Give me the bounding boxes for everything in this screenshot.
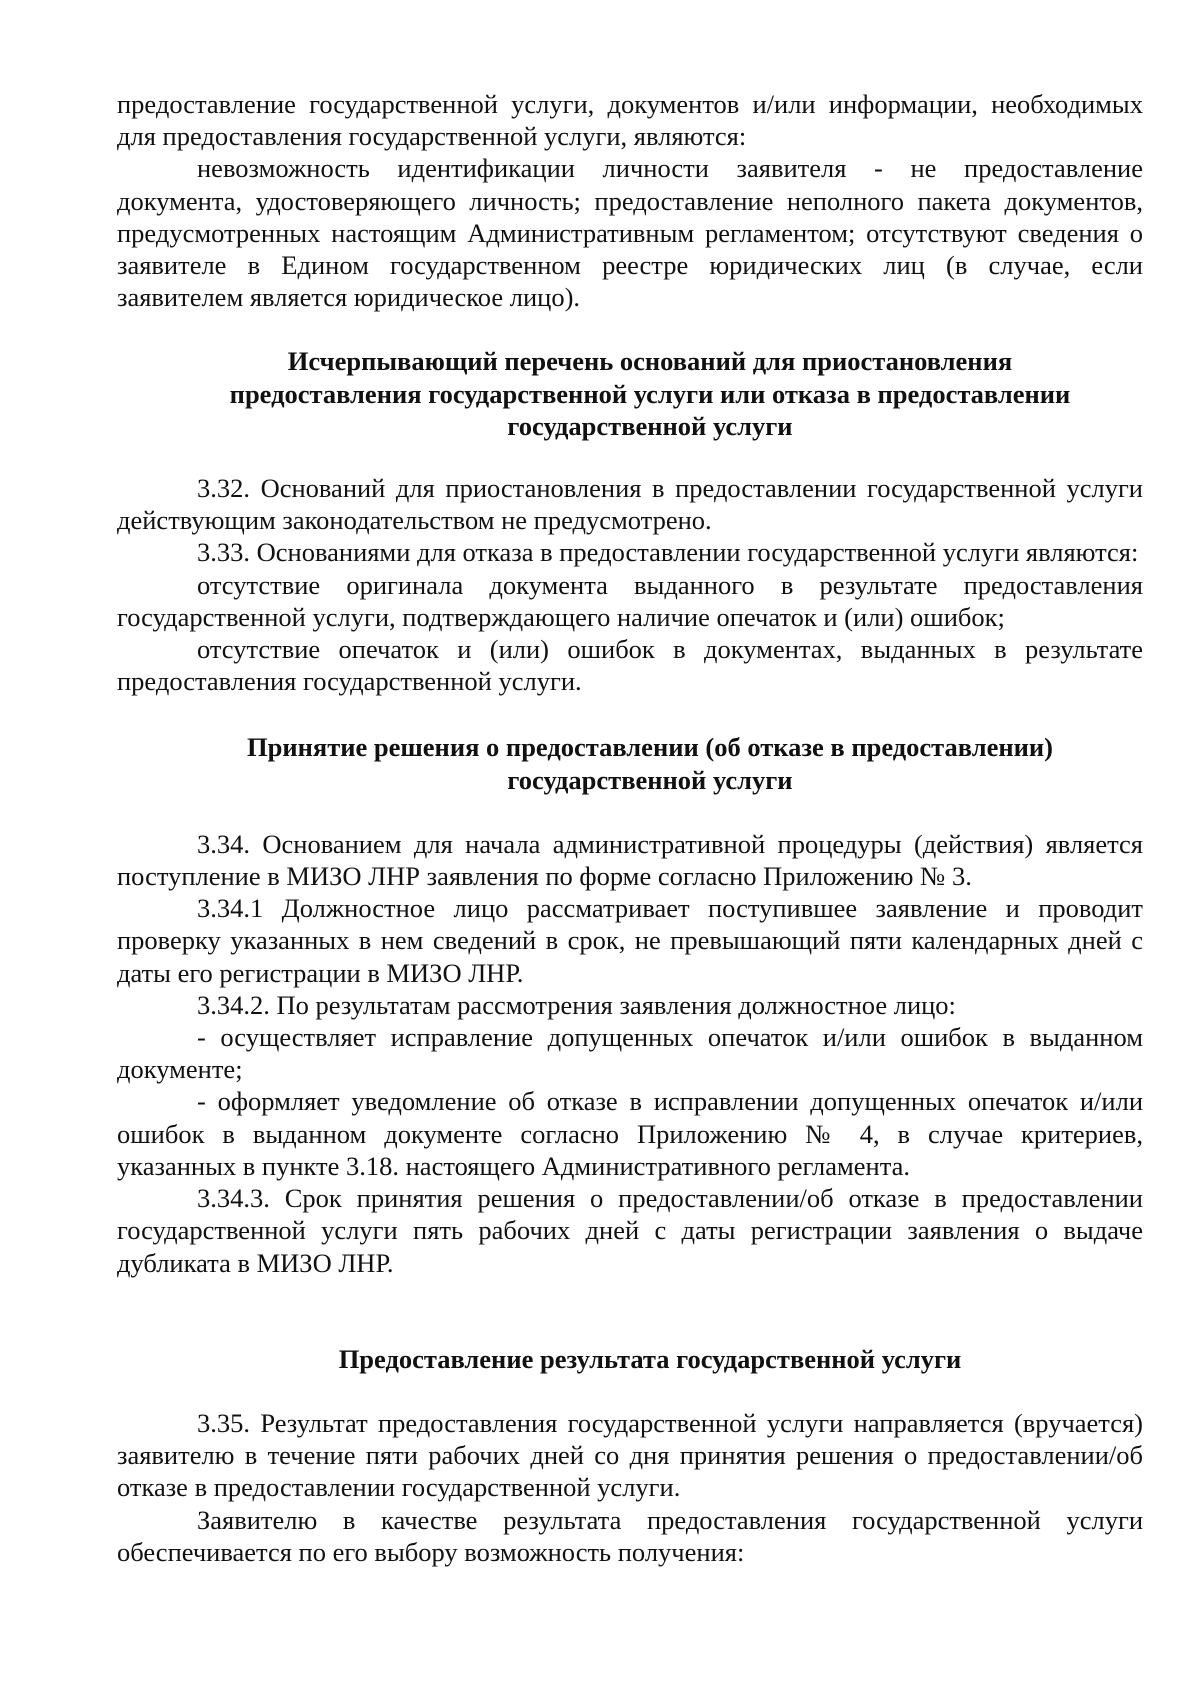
paragraph-correction-item: - осуществляет исправление допущенных опечаток и/или ошибок в выданном документе; (117, 1022, 1143, 1085)
section-heading-decision (117, 731, 1143, 795)
paragraph-3-34-1: 3.34.1 Должностное лицо рассматривает поступившее заявление и проводит проверку указанных в нем сведений в срок, не превышающий пяти календарных дней с даты его регистрации в МИЗО ЛНР. (117, 893, 1143, 988)
paragraph-3-34: 3.34. Основанием для начала административной процедуры (действия) является поступление в МИЗО ЛНР заявления по форме согласно Приложению № 3. (117, 828, 1143, 892)
paragraph-refusal-ground-2: отсутствие опечаток и (или) ошибок в документах, выданных в результате предоставления государственной услуги. (117, 634, 1143, 697)
section-heading-line: Предоставление результата государственной услуги (338, 1343, 962, 1374)
paragraph-3-33: 3.33. Основаниями для отказа в предоставлении государственной услуги являются: (197, 537, 1139, 568)
paragraph-3-34-2: 3.34.2. По результатам рассмотрения заявления должностное лицо: (197, 989, 956, 1020)
paragraph-refusal-notice-item: - оформляет уведомление об отказе в исправлении допущенных опечаток и/или ошибок в выданном документе согласно Приложению № 4, в случае критериев, указанных в пункте 3.18. настоящего Административного регламента. (117, 1086, 1143, 1181)
section-heading-suspension-grounds (117, 345, 1143, 442)
paragraph-3-32: 3.32. Оснований для приостановления в предоставлении государственной услуги действующим законодательством не предусмотрено. (117, 473, 1143, 536)
paragraph-result-options: Заявителю в качестве результата предоставления государственной услуги обеспечивается по его выбору возможность получения: (117, 1504, 1143, 1567)
section-heading-line: государственной услуги (507, 410, 793, 441)
section-heading-result-delivery (117, 1343, 1143, 1375)
paragraph-3-34-3: 3.34.3. Срок принятия решения о предоставлении/об отказе в предоставлении государственной услуги пять рабочих дней с даты регистрации заявления о выдаче дубликата в МИЗО ЛНР. (117, 1183, 1143, 1278)
document-page (117, 88, 1143, 1568)
intro-paragraph-grounds: невозможность идентификации личности заявителя - не предоставление документа, удостоверяющего личность; предоставление неполного пакета документов, предусмотренных настоящим Административным регламентом; отсутствуют сведения о заявителе в Едином государственном реестре юридических лиц (в случае, если заявителем является юридическое лицо). (117, 153, 1143, 313)
paragraph-refusal-ground-1: отсутствие оригинала документа выданного в результате предоставления государственной услуги, подтверждающего наличие опечаток и (или) ошибок; (117, 569, 1143, 632)
intro-paragraph-continued: предоставление государственной услуги, документов и/или информации, необходимых для предоставления государственной услуги, являются: (117, 89, 1143, 152)
paragraph-3-35: 3.35. Результат предоставления государственной услуги направляется (вручается) заявителю в течение пяти рабочих дней со дня принятия решения о предоставлении/об отказе в предоставлении государственной услуги. (117, 1407, 1143, 1503)
section-heading-line: Исчерпывающий перечень оснований для приостановления (287, 346, 1013, 377)
section-heading-line: предоставления государственной услуги или отказа в предоставлении (229, 378, 1071, 409)
section-heading-line: Принятие решения о предоставлении (об отказе в предоставлении) (247, 732, 1053, 763)
section-heading-line: государственной услуги (507, 764, 793, 795)
